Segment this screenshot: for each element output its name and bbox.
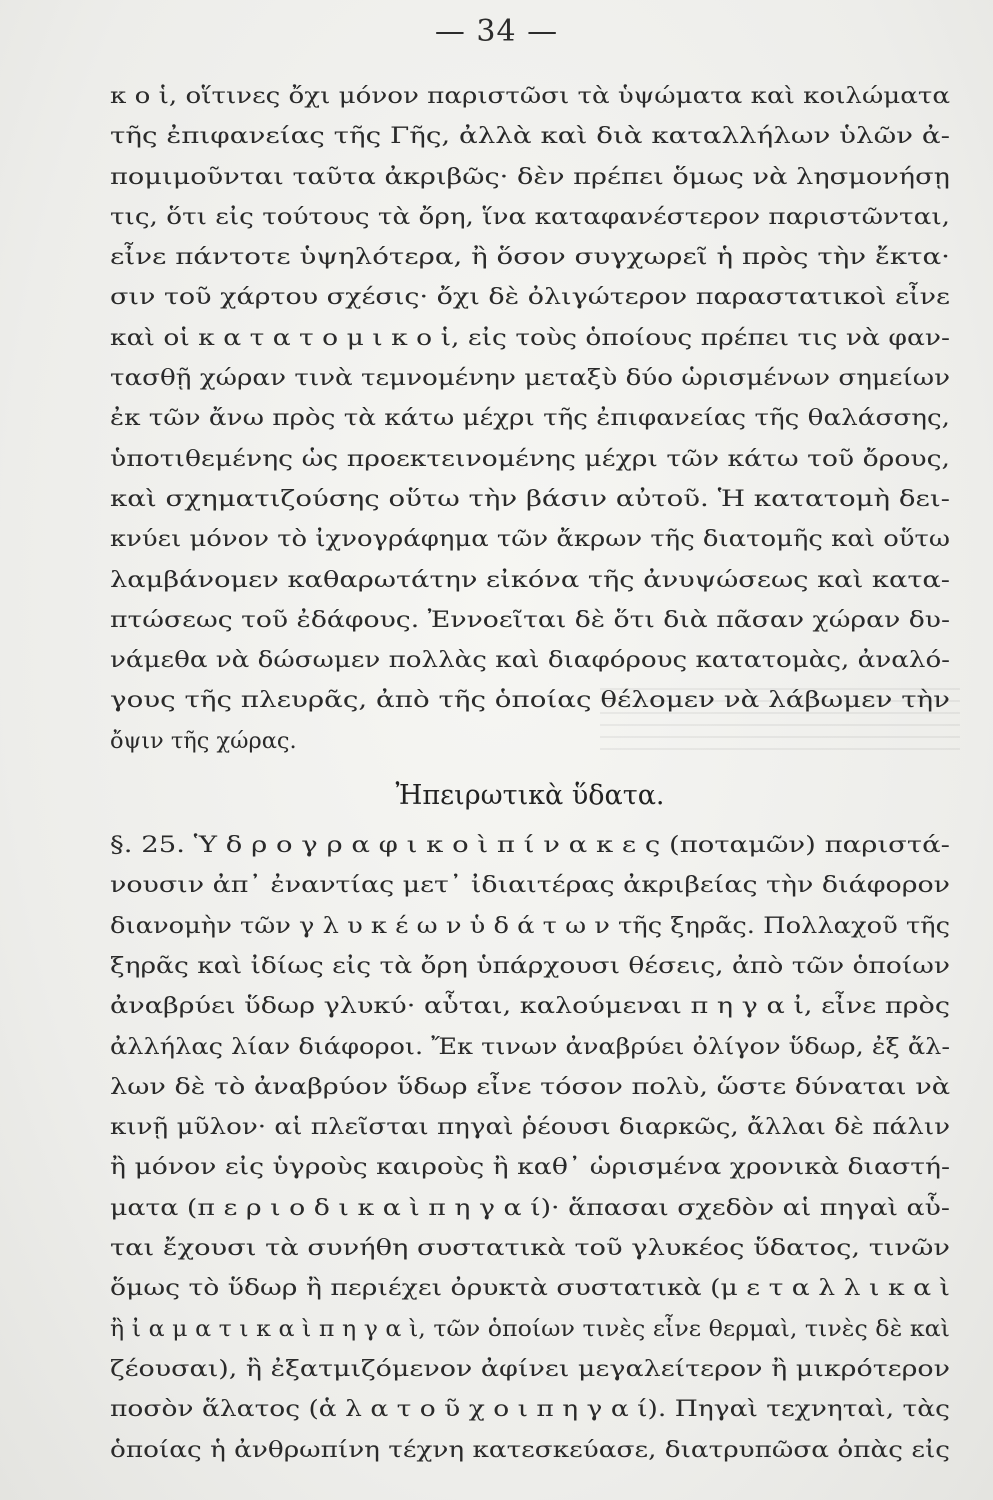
text-line <box>110 865 950 905</box>
text-line-content: κνύει μόνον τὸ ἰχνογράφημα τῶν ἄκρων τῆς διατομῆς καὶ οὕτω <box>110 526 951 553</box>
text-line <box>110 1188 950 1228</box>
text-line-content: σιν τοῦ χάρτου σχέσις· ὄχι δὲ ὀλιγώτερον παραστατικοὶ εἶνε <box>110 284 950 311</box>
text-line <box>110 277 950 317</box>
text-line <box>110 318 950 358</box>
text-line-content: ὑποτιθεμένης ὡς προεκτεινομένης μέχρι τῶν κάτω τοῦ ὄρους, <box>110 445 951 472</box>
text-line-content: νουσιν ἀπ᾽ ἐναντίας μετ᾽ ἰδιαιτέρας ἀκριβείας τὴν διάφορον <box>110 872 951 899</box>
text-line-content: ὄψιν τῆς χώρας. <box>110 727 297 754</box>
text-line <box>110 1228 950 1268</box>
text-line <box>110 560 950 600</box>
text-line <box>110 640 950 680</box>
paragraph-hydrography <box>110 825 950 1470</box>
text-line <box>110 439 950 479</box>
text-line-content: λαμβάνομεν καθαρωτάτην εἰκόνα τῆς ἀνυψώσεως καὶ κατα- <box>110 566 951 593</box>
text-line-content: πομιμοῦνται ταῦτα ἀκριβῶς· δὲν πρέπει ὅμως νὰ λησμονήσῃ <box>110 163 950 190</box>
text-line <box>110 1268 950 1308</box>
page-body <box>110 76 950 1470</box>
text-line <box>110 1389 950 1429</box>
text-line-content: τῆς ἐπιφανείας τῆς Γῆς, ἀλλὰ καὶ διὰ καταλλήλων ὑλῶν ἀ- <box>110 123 950 150</box>
text-line <box>110 519 950 559</box>
text-line <box>110 721 950 761</box>
text-line <box>110 116 950 156</box>
text-line-content: κινῇ μῦλον· αἱ πλεῖσται πηγαὶ ῥέουσι διαρκῶς, ἄλλαι δὲ πάλιν <box>110 1114 951 1141</box>
text-line-content: διανομὴν τῶν γ λ υ κ έ ω ν ὑ δ ά τ ω ν τῆς ξηρᾶς. Πολλαχοῦ τῆς <box>110 912 951 939</box>
text-line <box>110 680 950 720</box>
text-line-content: καὶ οἱ κ α τ α τ ο μ ι κ ο ἱ, εἰς τοὺς ὁποίους πρέπει τις νὰ φαν- <box>110 324 951 351</box>
page-number: — 34 — <box>434 14 559 49</box>
text-line-content: ὅμως τὸ ὕδωρ ἢ περιέχει ὀρυκτὰ συστατικὰ (μ ε τ α λ λ ι κ α ὶ <box>110 1275 951 1302</box>
text-line <box>110 1349 950 1389</box>
paragraph-cartography <box>110 76 950 761</box>
text-line-content: ζέουσαι), ἢ ἐξατμιζόμενον ἀφίνει μεγαλείτερον ἢ μικρότερον <box>110 1355 951 1382</box>
text-line <box>110 76 950 116</box>
text-line <box>110 398 950 438</box>
text-line <box>110 1309 950 1349</box>
section-heading: Ἠπειρωτικὰ ὕδατα. <box>395 780 665 812</box>
text-line-content: ματα (π ε ρ ι ο δ ι κ α ὶ π η γ α ί)· ἅπασαι σχεδὸν αἱ πηγαὶ αὗ- <box>110 1194 950 1221</box>
text-line-content: γους τῆς πλευρᾶς, ἀπὸ τῆς ὁποίας θέλομεν νὰ λάβωμεν τὴν <box>110 687 951 714</box>
text-line <box>110 358 950 398</box>
text-line <box>110 986 950 1026</box>
text-line-content: ται ἔχουσι τὰ συνήθη συστατικὰ τοῦ γλυκέος ὕδατος, τινῶν <box>110 1235 951 1262</box>
text-line <box>110 1067 950 1107</box>
text-line-content: πτώσεως τοῦ ἐδάφους. Ἐννοεῖται δὲ ὅτι διὰ πᾶσαν χώραν δυ- <box>110 606 951 633</box>
text-line <box>110 906 950 946</box>
text-line-content: τασθῇ χώραν τινὰ τεμνομένην μεταξὺ δύο ὡρισμένων σημείων <box>110 365 951 392</box>
text-line-content: ἀναβρύει ὕδωρ γλυκύ· αὗται, καλούμεναι π η γ α ἰ, εἶνε πρὸς <box>110 993 951 1020</box>
text-line-content: λων δὲ τὸ ἀναβρύον ὕδωρ εἶνε τόσον πολὺ, ὥστε δύναται νὰ <box>110 1073 951 1100</box>
text-line <box>110 1430 950 1470</box>
text-line <box>110 237 950 277</box>
text-line-content: τις, ὅτι εἰς τούτους τὰ ὄρη, ἵνα καταφανέστερον παριστῶνται, <box>110 203 950 230</box>
text-line-content: ὁποίας ἡ ἀνθρωπίνη τέχνη κατεσκεύασε, διατρυπῶσα ὀπὰς εἰς <box>110 1436 951 1463</box>
text-line-content: ξηρᾶς καὶ ἰδίως εἰς τὰ ὄρη ὑπάρχουσι θέσεις, ἀπὸ τῶν ὁποίων <box>110 952 950 979</box>
text-line <box>110 479 950 519</box>
text-line-content: §. 25. Ὑ δ ρ ο γ ρ α φ ι κ ο ὶ π ί ν α κ ε ς (ποταμῶν) παριστά- <box>110 832 950 859</box>
text-line-content: καὶ σχηματιζούσης οὕτω τὴν βάσιν αὐτοῦ. Ἡ κατατομὴ δει- <box>110 485 951 512</box>
text-line <box>110 157 950 197</box>
text-line-content: ἢ μόνον εἰς ὑγροὺς καιροὺς ἢ καθ᾽ ὡρισμένα χρονικὰ διαστή- <box>110 1154 950 1181</box>
text-line <box>110 1107 950 1147</box>
text-line <box>110 197 950 237</box>
text-line <box>110 600 950 640</box>
text-line-content: ἀλλήλας λίαν διάφοροι. Ἔκ τινων ἀναβρύει ὀλίγον ὕδωρ, ἐξ ἄλ- <box>110 1033 951 1060</box>
text-line-content: εἶνε πάντοτε ὑψηλότερα, ἢ ὅσον συγχωρεῖ ἡ πρὸς τὴν ἔκτα· <box>110 244 950 271</box>
text-line <box>110 1027 950 1067</box>
text-line-content: νάμεθα νὰ δώσωμεν πολλὰς καὶ διαφόρους κατατομὰς, ἀναλό- <box>110 647 951 674</box>
text-line-content: ἐκ τῶν ἄνω πρὸς τὰ κάτω μέχρι τῆς ἐπιφανείας τῆς θαλάσσης, <box>110 405 951 432</box>
text-line-content: ποσὸν ἅλατος (ἁ λ α τ ο ῦ χ ο ι π η γ α ί). Πηγαὶ τεχνηταὶ, τὰς <box>110 1396 950 1423</box>
text-line <box>110 1147 950 1187</box>
text-line-content: κ ο ἱ, οἵτινες ὄχι μόνον παριστῶσι τὰ ὑψώματα καὶ κοιλώματα <box>110 83 951 109</box>
text-line <box>110 825 950 865</box>
text-line <box>110 946 950 986</box>
text-line-content: ἢ ἰ α μ α τ ι κ α ὶ π η γ α ὶ, τῶν ὁποίων τινὲς εἶνε θερμαὶ, τινὲς δὲ καὶ <box>110 1315 950 1342</box>
